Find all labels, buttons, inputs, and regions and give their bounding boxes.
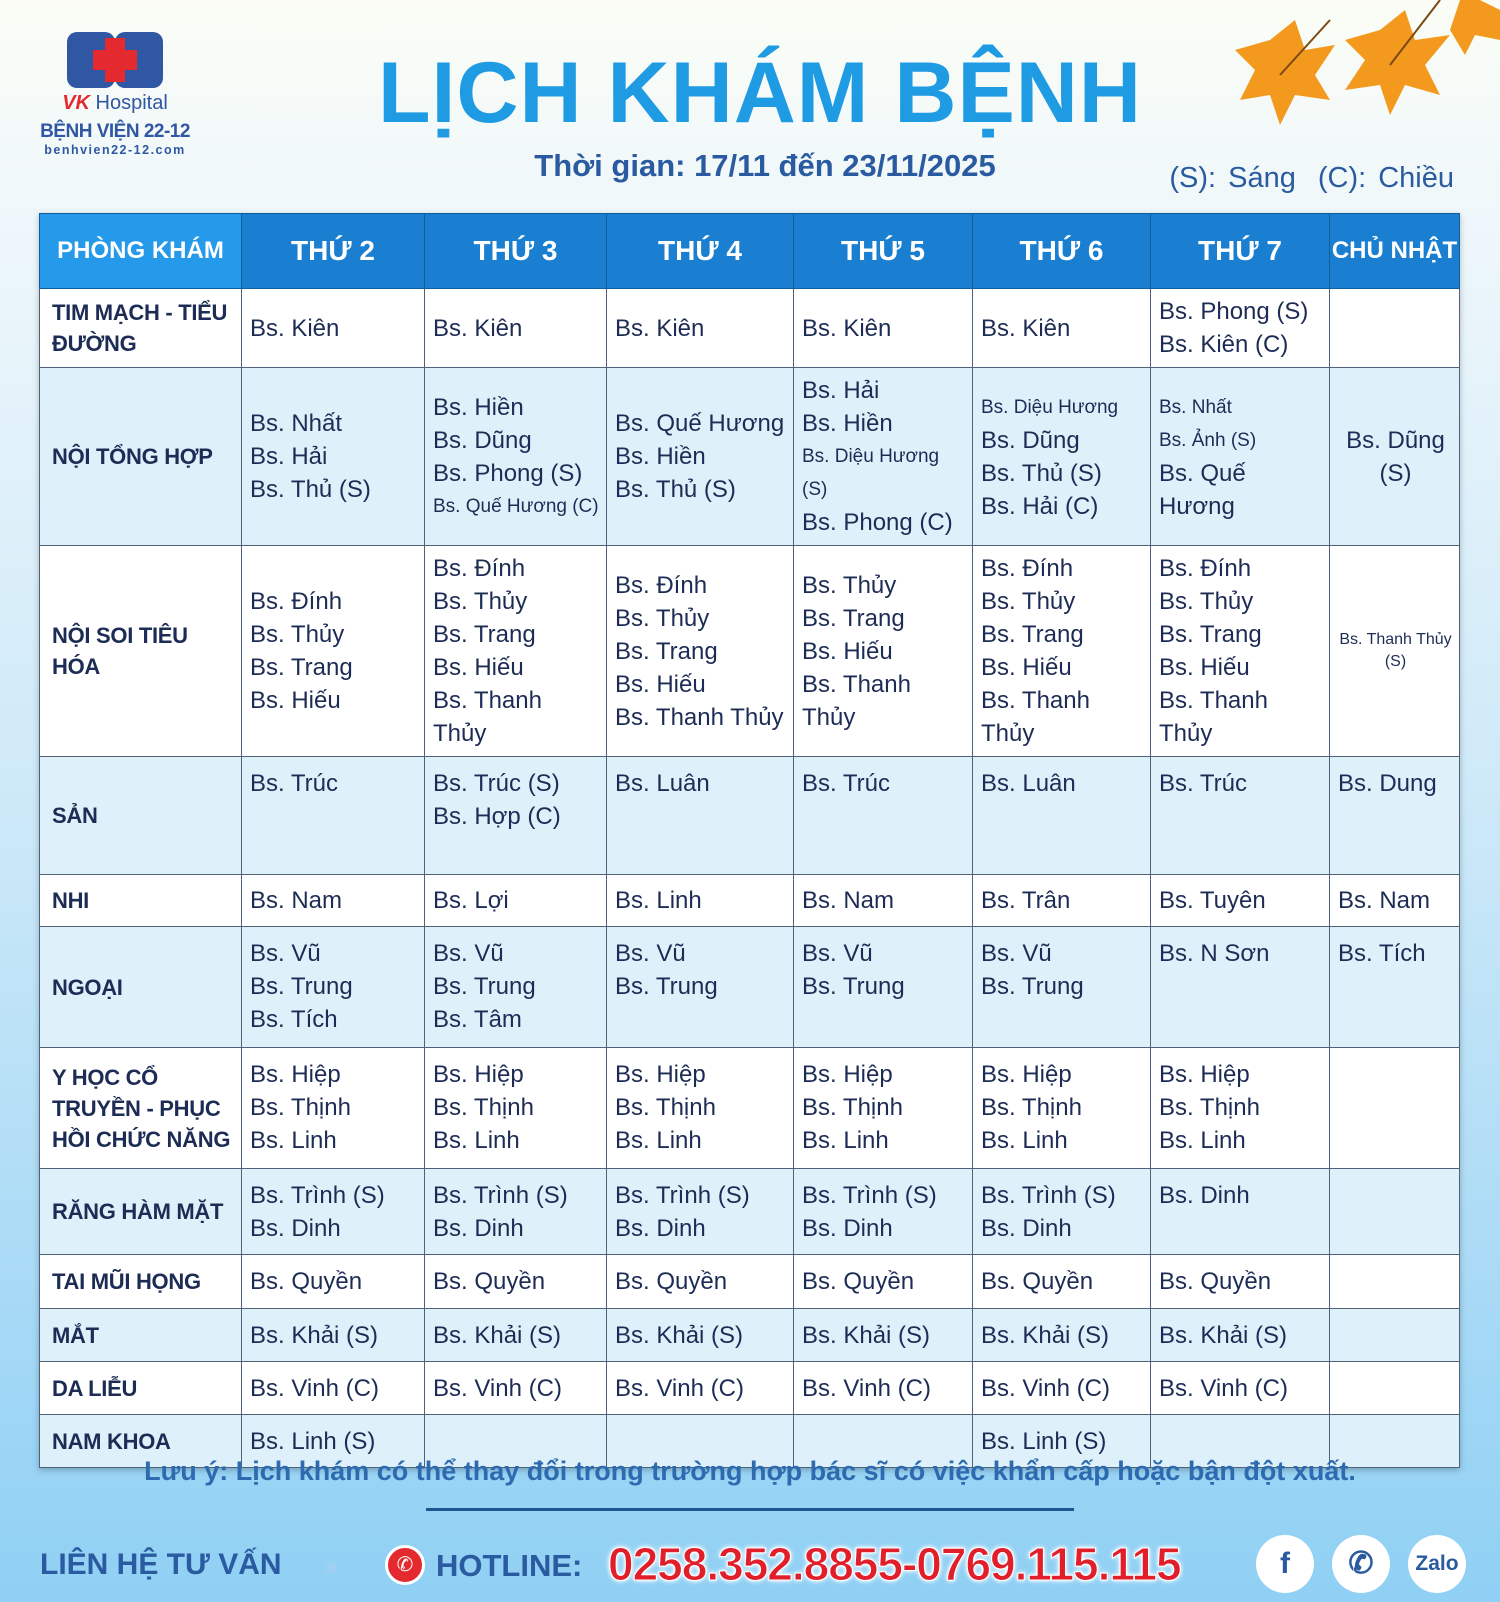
hospital-name: BỆNH VIỆN 22-12 xyxy=(40,121,190,142)
divider xyxy=(426,1508,1074,1511)
doctor-name: Bs. Quế Hương xyxy=(1159,459,1246,520)
doctor-name: Bs. Dũng xyxy=(981,426,1080,454)
doctor-name: Bs. Trang xyxy=(1159,621,1262,648)
schedule-cell xyxy=(425,927,607,1048)
schedule-cell xyxy=(607,1169,794,1255)
doctor-name: Bs. Dũng xyxy=(433,426,532,454)
doctor-name: Bs. Nam xyxy=(250,887,343,914)
doctor-name: Bs. Thịnh xyxy=(802,1094,903,1121)
doctor-name: Bs. Hiếu xyxy=(981,654,1072,681)
schedule-cell xyxy=(1330,757,1460,875)
doctor-name: Bs. Vũ xyxy=(250,940,321,967)
table-row xyxy=(40,875,1460,927)
doctor-name: Bs. Thanh Thủy xyxy=(981,687,1090,747)
schedule-cell xyxy=(794,1169,973,1255)
doctor-name: Bs. Vinh (C) xyxy=(981,1374,1110,1402)
doctor-name: Bs. Đính xyxy=(615,571,708,599)
logo-hospital: Hospital xyxy=(95,92,168,114)
doctor-name: Bs. Hiếu xyxy=(615,670,706,698)
doctor-name: Bs. Trang xyxy=(250,654,353,681)
schedule-cell xyxy=(973,1169,1151,1255)
schedule-cell xyxy=(973,1362,1151,1415)
schedule-cell xyxy=(242,1169,425,1255)
doctor-name: Bs. Thịnh xyxy=(615,1094,716,1121)
schedule-cell xyxy=(794,1048,973,1169)
schedule-cell xyxy=(607,1048,794,1169)
schedule-cell xyxy=(973,368,1151,546)
schedule-cell xyxy=(794,1362,973,1415)
doctor-name: Bs. Ảnh (S) xyxy=(1159,429,1257,451)
doctor-name: Bs. Vinh (C) xyxy=(802,1374,931,1402)
page-title: LỊCH KHÁM BỆNH xyxy=(377,45,1143,141)
doctor-name: Bs. Hiệp xyxy=(250,1061,341,1088)
doctor-name: Bs. Khải (S) xyxy=(250,1322,379,1349)
doctor-name: Bs. Trúc xyxy=(250,770,339,797)
doctor-name: Bs. Khải (S) xyxy=(981,1322,1110,1349)
doctor-name: Bs. Thủ (S) xyxy=(615,476,736,503)
schedule-cell xyxy=(1151,927,1330,1048)
doctor-name: Bs. Thủ (S) xyxy=(250,476,371,503)
doctor-name: Bs. Phong (S) xyxy=(433,459,583,487)
doctor-name: Bs. Kiên (C) xyxy=(1159,331,1289,358)
schedule-cell xyxy=(607,368,794,546)
schedule-table xyxy=(39,213,1460,1468)
schedule-cell xyxy=(794,368,973,546)
doctor-name: Bs. Trang xyxy=(615,637,718,665)
doctor-name: Bs. Thủy xyxy=(1159,588,1254,615)
schedule-cell xyxy=(973,1309,1151,1362)
column-header: PHÒNG KHÁM xyxy=(40,214,242,289)
doctor-name: Bs. Thủy xyxy=(802,571,897,599)
column-header: THỨ 3 xyxy=(425,214,607,289)
doctor-name: Bs. Kiên xyxy=(981,314,1071,342)
doctor-name: Bs. Thủ (S) xyxy=(981,459,1102,487)
doctor-name: Bs. Thanh Thủy xyxy=(802,670,911,731)
doctor-name: Bs. Trang xyxy=(802,604,905,632)
schedule-cell xyxy=(794,546,973,757)
schedule-cell xyxy=(1330,1048,1460,1169)
schedule-cell xyxy=(1151,757,1330,875)
doctor-name: Bs. Trúc (S) xyxy=(433,770,560,797)
schedule-cell xyxy=(794,757,973,875)
table-row xyxy=(40,1048,1460,1169)
schedule-cell xyxy=(1330,927,1460,1048)
department-name: NGOẠI xyxy=(40,927,242,1048)
doctor-name: Bs. Linh xyxy=(615,1127,702,1154)
doctor-name: Bs. Đính xyxy=(250,588,343,615)
doctor-name: Bs. Hiệp xyxy=(802,1061,893,1088)
doctor-name: Bs. Linh xyxy=(981,1127,1068,1154)
doctor-name: Bs. Trình (S) xyxy=(250,1182,385,1209)
doctor-name: Bs. Nam xyxy=(802,887,895,914)
schedule-cell xyxy=(973,546,1151,757)
doctor-name: Bs. Linh xyxy=(615,887,702,914)
doctor-name: Bs. Tích xyxy=(1338,940,1426,967)
doctor-name: Bs. N Sơn xyxy=(1159,940,1270,967)
table-header-row xyxy=(40,214,1460,289)
schedule-cell xyxy=(607,1309,794,1362)
doctor-name: Bs. Thanh Thủy xyxy=(1159,687,1268,747)
schedule-cell xyxy=(425,546,607,757)
doctor-name: Bs. Trình (S) xyxy=(981,1182,1116,1209)
schedule-cell xyxy=(794,875,973,927)
doctor-name: Bs. Vũ xyxy=(615,940,686,967)
logo-cross-icon xyxy=(67,32,163,88)
doctor-name: Bs. Dinh xyxy=(433,1215,524,1242)
doctor-name: Bs. Dung xyxy=(1338,770,1437,797)
doctor-name: Bs. Tuyên xyxy=(1159,887,1266,914)
schedule-cell xyxy=(1330,289,1460,368)
session-legend xyxy=(1147,162,1454,195)
department-name: NHI xyxy=(40,875,242,927)
hospital-logo xyxy=(40,32,190,157)
doctor-name: Bs. Kiên xyxy=(802,314,892,342)
schedule-cell xyxy=(1151,546,1330,757)
doctor-name: Bs. Vũ xyxy=(802,940,873,967)
legend-afternoon: (C): Chiều xyxy=(1317,162,1454,194)
schedule-note: Lưu ý: Lịch khám có thể thay đổi trong trường hợp bác sĩ có việc khẩn cấp hoặc bận đột xuất. xyxy=(144,1456,1356,1486)
doctor-name: Bs. Thanh Thủy xyxy=(433,687,542,747)
department-name: MẮT xyxy=(40,1309,242,1362)
schedule-cell xyxy=(1151,1362,1330,1415)
footer-contact xyxy=(40,1535,1480,1595)
doctor-name: Bs. Hiếu xyxy=(1159,654,1250,681)
doctor-name: Bs. Luân xyxy=(981,770,1076,797)
schedule-cell xyxy=(425,1048,607,1169)
schedule-cell xyxy=(242,927,425,1048)
schedule-cell xyxy=(1151,289,1330,368)
doctor-name: Bs. Hiếu xyxy=(433,654,524,681)
doctor-name: Bs. Linh (S) xyxy=(981,1427,1107,1455)
doctor-name: Bs. Thủy xyxy=(250,621,345,648)
table-row xyxy=(40,1309,1460,1362)
doctor-name: Bs. Trình (S) xyxy=(433,1182,568,1209)
doctor-name: Bs. Trang xyxy=(981,621,1084,648)
doctor-name: Bs. Trung xyxy=(615,973,718,1000)
doctor-name: Bs. Thịnh xyxy=(981,1094,1082,1121)
doctor-name: Bs. Dinh xyxy=(802,1215,893,1242)
table-row xyxy=(40,368,1460,546)
zalo-icon[interactable]: Zalo xyxy=(1408,1535,1466,1593)
doctor-name: Bs. Vũ xyxy=(433,940,504,967)
maple-leaves-decoration xyxy=(1210,0,1500,140)
doctor-name: Bs. Kiên xyxy=(615,314,705,342)
whatsapp-icon[interactable]: ✆ xyxy=(1332,1535,1390,1593)
doctor-name: Bs. Thủy xyxy=(615,604,710,632)
table-row xyxy=(40,1362,1460,1415)
schedule-cell xyxy=(794,927,973,1048)
doctor-name: Bs. Thủy xyxy=(981,588,1076,615)
doctor-name: Bs. Linh xyxy=(1159,1127,1246,1154)
doctor-name: Bs. Khải (S) xyxy=(433,1322,562,1349)
schedule-cell xyxy=(1151,1255,1330,1309)
doctor-name: Bs. Quyền xyxy=(981,1268,1094,1295)
schedule-cell xyxy=(242,546,425,757)
table-row xyxy=(40,546,1460,757)
doctor-name: Bs. Phong (C) xyxy=(802,509,953,536)
schedule-cell xyxy=(242,289,425,368)
hospital-url: benhvien22-12.com xyxy=(44,143,186,157)
doctor-name: Bs. Linh xyxy=(802,1127,889,1154)
table-row xyxy=(40,289,1460,368)
column-header: CHỦ NHẬT xyxy=(1330,214,1460,289)
schedule-cell xyxy=(242,1255,425,1309)
doctor-name: Bs. Kiên xyxy=(250,314,340,342)
schedule-cell xyxy=(242,1362,425,1415)
schedule-cell xyxy=(1151,1169,1330,1255)
doctor-name: Bs. Hiệp xyxy=(615,1061,706,1088)
doctor-name: Bs. Vũ xyxy=(981,940,1052,967)
doctor-name: Bs. Linh xyxy=(250,1127,337,1154)
doctor-name: Bs. Diệu Hương xyxy=(981,396,1119,418)
doctor-name: Bs. Đính xyxy=(433,555,526,582)
schedule-cell xyxy=(607,757,794,875)
schedule-cell xyxy=(425,757,607,875)
date-range: Thời gian: 17/11 đến 23/11/2025 xyxy=(534,148,996,183)
doctor-name: Bs. Quế Hương xyxy=(615,410,785,437)
schedule-cell xyxy=(607,289,794,368)
doctor-name: Bs. Trang xyxy=(433,621,536,648)
schedule-cell xyxy=(1151,1048,1330,1169)
department-name: NAM KHOA xyxy=(40,1415,242,1468)
doctor-name: (S) xyxy=(1379,459,1412,487)
schedule-cell xyxy=(425,1309,607,1362)
doctor-name: Bs. Luân xyxy=(615,770,710,797)
doctor-name: Bs. Linh xyxy=(433,1127,520,1154)
hotline-label: HOTLINE: xyxy=(436,1548,583,1583)
doctor-name: Bs. Quyền xyxy=(1159,1268,1272,1295)
logo-vk: VK xyxy=(62,92,90,114)
doctor-name: Bs. Nhất xyxy=(1159,396,1232,418)
schedule-cell xyxy=(1330,1362,1460,1415)
facebook-icon[interactable]: f xyxy=(1256,1535,1314,1593)
schedule-cell xyxy=(1330,1309,1460,1362)
schedule-cell xyxy=(1330,1169,1460,1255)
doctor-name: Bs. Phong (S) xyxy=(1159,298,1309,325)
schedule-cell xyxy=(1330,1255,1460,1309)
doctor-name: Bs. Quế Hương (C) xyxy=(433,495,599,517)
doctor-name: Bs. Dinh xyxy=(981,1215,1072,1242)
schedule-cell xyxy=(1330,368,1460,546)
schedule-cell xyxy=(1330,546,1460,757)
doctor-name: Bs. Thịnh xyxy=(433,1094,534,1121)
chevrons-icon: ››› xyxy=(323,1547,331,1583)
doctor-name: Bs. Dinh xyxy=(250,1215,341,1242)
hotline-numbers[interactable]: 0258.352.8855-0769.115.115 xyxy=(608,1538,1181,1590)
department-name: Y HỌC CỔ TRUYỀN - PHỤC HỒI CHỨC NĂNG xyxy=(40,1048,242,1169)
table-row xyxy=(40,927,1460,1048)
doctor-name: Bs. Vinh (C) xyxy=(250,1374,379,1402)
doctor-name: Bs. Trung xyxy=(250,973,353,1000)
doctor-name: Bs. Khải (S) xyxy=(615,1322,744,1349)
contact-label: LIÊN HỆ TƯ VẤN xyxy=(40,1548,282,1581)
doctor-name: Bs. Quyền xyxy=(615,1268,728,1295)
department-name: TAI MŨI HỌNG xyxy=(40,1255,242,1309)
department-name: TIM MẠCH - TIỂU ĐƯỜNG xyxy=(40,289,242,368)
doctor-name: Bs. Trung xyxy=(433,973,536,1000)
doctor-name: Bs. Trình (S) xyxy=(615,1182,750,1209)
schedule-cell xyxy=(1151,1309,1330,1362)
doctor-name: Bs. Hiếu xyxy=(250,687,341,714)
schedule-cell xyxy=(425,875,607,927)
doctor-name: Bs. Thịnh xyxy=(1159,1094,1260,1121)
doctor-name: Bs. Hiền xyxy=(615,443,706,470)
department-name: SẢN xyxy=(40,757,242,875)
doctor-name: Bs. Trung xyxy=(802,973,905,1000)
schedule-cell xyxy=(1151,368,1330,546)
doctor-name: Bs. Tâm xyxy=(433,1006,522,1033)
doctor-name: Bs. Vinh (C) xyxy=(615,1374,744,1402)
schedule-cell xyxy=(973,289,1151,368)
doctor-name: Bs. Hiền xyxy=(433,393,524,421)
doctor-name: Bs. Trình (S) xyxy=(802,1182,937,1209)
doctor-name: Bs. Linh (S) xyxy=(250,1427,376,1455)
schedule-cell xyxy=(425,368,607,546)
doctor-name: Bs. Quyền xyxy=(433,1268,546,1295)
schedule-cell xyxy=(607,546,794,757)
schedule-cell xyxy=(425,1169,607,1255)
schedule-cell xyxy=(242,1048,425,1169)
schedule-cell xyxy=(242,757,425,875)
doctor-name: Bs. Hiệp xyxy=(1159,1061,1250,1088)
schedule-cell xyxy=(973,927,1151,1048)
schedule-cell xyxy=(607,927,794,1048)
department-name: DA LIỄU xyxy=(40,1362,242,1415)
doctor-name: Bs. Hiệp xyxy=(433,1061,524,1088)
schedule-cell xyxy=(607,1362,794,1415)
doctor-name: Bs. Đính xyxy=(981,555,1074,582)
schedule-cell xyxy=(794,1309,973,1362)
column-header: THỨ 4 xyxy=(607,214,794,289)
table-row xyxy=(40,1169,1460,1255)
table-row xyxy=(40,757,1460,875)
schedule-cell xyxy=(794,1255,973,1309)
doctor-name: Bs. Hải xyxy=(250,443,328,470)
doctor-name: Bs. Hải xyxy=(802,377,880,404)
column-header: THỨ 6 xyxy=(973,214,1151,289)
phone-icon: ✆ xyxy=(385,1545,425,1585)
doctor-name: Bs. Vinh (C) xyxy=(433,1374,562,1402)
schedule-cell xyxy=(425,1255,607,1309)
doctor-name: Bs. Dinh xyxy=(1159,1182,1250,1209)
doctor-name: Bs. Hiền xyxy=(802,410,893,437)
schedule-cell xyxy=(1151,875,1330,927)
doctor-name: Bs. Đính xyxy=(1159,555,1252,582)
department-name: NỘI TỔNG HỢP xyxy=(40,368,242,546)
doctor-name: Bs. Nam xyxy=(1338,887,1431,914)
schedule-cell xyxy=(242,875,425,927)
doctor-name: Bs. Tích xyxy=(250,1006,338,1033)
doctor-name: Bs. Dinh xyxy=(615,1215,706,1242)
doctor-name: Bs. Khải (S) xyxy=(1159,1322,1288,1349)
doctor-name: Bs. Hiệp xyxy=(981,1061,1072,1088)
doctor-name: Bs. Kiên xyxy=(433,314,523,342)
column-header: THỨ 2 xyxy=(242,214,425,289)
schedule-cell xyxy=(607,1255,794,1309)
doctor-name: Bs. Hiếu xyxy=(802,637,893,665)
doctor-name: Bs. Thủy xyxy=(433,588,528,615)
doctor-name: Bs. Trung xyxy=(981,973,1084,1000)
schedule-cell xyxy=(242,368,425,546)
doctor-name: Bs. Quyền xyxy=(250,1268,363,1295)
schedule-cell xyxy=(794,289,973,368)
doctor-name: Bs. Trân xyxy=(981,887,1071,914)
schedule-cell xyxy=(607,875,794,927)
doctor-name: Bs. Trúc xyxy=(802,770,891,797)
schedule-cell xyxy=(973,875,1151,927)
legend-morning: (S): Sáng xyxy=(1169,162,1296,194)
schedule-cell xyxy=(1330,875,1460,927)
doctor-name: Bs. Trúc xyxy=(1159,770,1248,797)
department-name: NỘI SOI TIÊU HÓA xyxy=(40,546,242,757)
schedule-cell xyxy=(973,1255,1151,1309)
column-header: THỨ 5 xyxy=(794,214,973,289)
doctor-name: Bs. Hải (C) xyxy=(981,492,1099,520)
doctor-name: Bs. Lợi xyxy=(433,887,509,914)
doctor-name: Bs. Quyền xyxy=(802,1268,915,1295)
schedule-cell xyxy=(425,1362,607,1415)
schedule-cell xyxy=(973,757,1151,875)
doctor-name: Bs. Nhất xyxy=(250,410,343,437)
table-row xyxy=(40,1255,1460,1309)
schedule-cell xyxy=(425,289,607,368)
column-header: THỨ 7 xyxy=(1151,214,1330,289)
department-name: RĂNG HÀM MẶT xyxy=(40,1169,242,1255)
doctor-name: Bs. Hợp (C) xyxy=(433,803,561,830)
doctor-name: Bs. Thịnh xyxy=(250,1094,351,1121)
doctor-name: Bs. Vinh (C) xyxy=(1159,1374,1288,1402)
doctor-name: Bs. Thanh Thủy xyxy=(1339,631,1452,648)
schedule-cell xyxy=(242,1309,425,1362)
doctor-name: Bs. Thanh Thủy xyxy=(615,703,784,731)
schedule-cell xyxy=(973,1048,1151,1169)
doctor-name: Bs. Dũng xyxy=(1346,426,1445,454)
logo-brand xyxy=(40,92,190,115)
doctor-name: Bs. Diệu Hương (S) xyxy=(802,446,940,500)
doctor-name: Bs. Khải (S) xyxy=(802,1322,931,1349)
doctor-name: (S) xyxy=(1384,653,1407,670)
